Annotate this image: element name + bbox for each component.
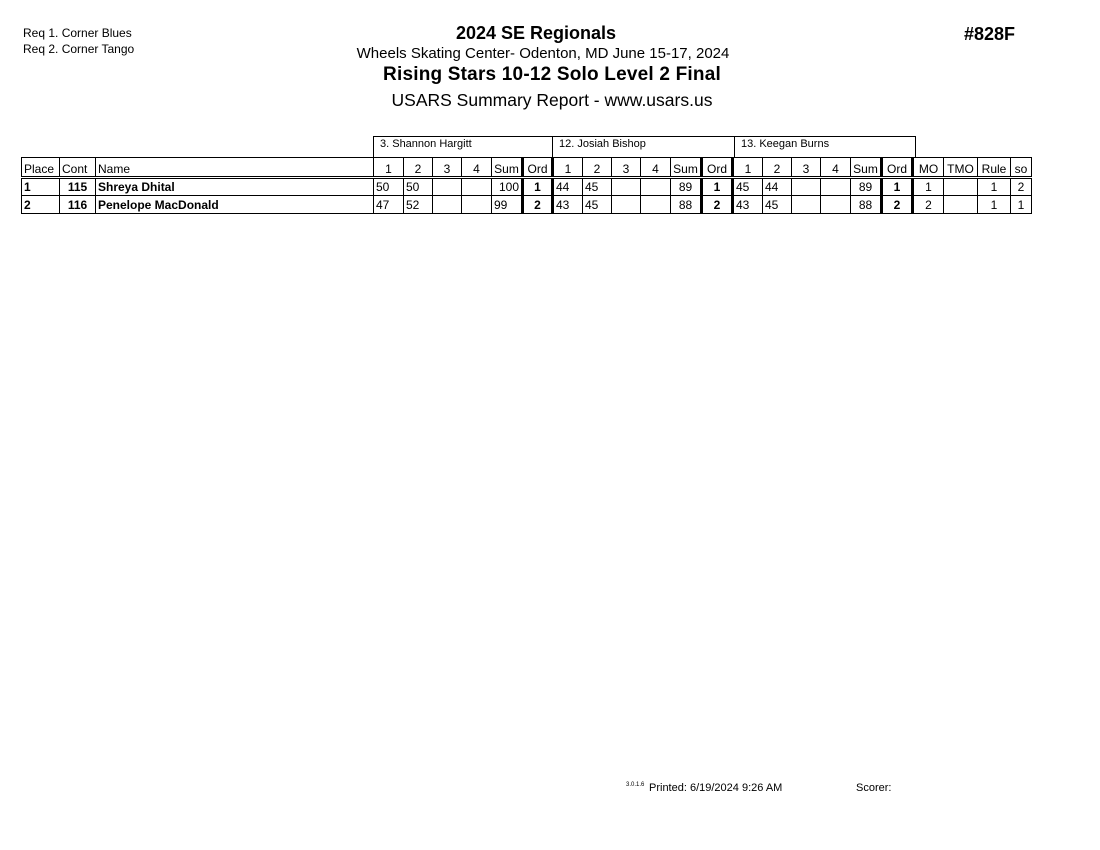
j3-score4 bbox=[821, 196, 851, 214]
skater-name: Shreya Dhital bbox=[96, 178, 374, 196]
place: 2 bbox=[22, 196, 60, 214]
rule: 1 bbox=[978, 178, 1011, 196]
col-cont: Cont bbox=[60, 158, 96, 178]
j2-score4 bbox=[641, 196, 671, 214]
col-j2-score1: 1 bbox=[553, 158, 583, 178]
j1-score4 bbox=[462, 178, 492, 196]
j1-score2: 52 bbox=[404, 196, 433, 214]
j2-score2: 45 bbox=[583, 196, 612, 214]
table-row bbox=[22, 196, 1032, 214]
j3-score1: 45 bbox=[733, 178, 763, 196]
mo: 1 bbox=[913, 178, 944, 196]
j3-ord: 2 bbox=[882, 196, 913, 214]
j2-sum: 88 bbox=[671, 196, 702, 214]
j1-score3 bbox=[433, 196, 462, 214]
j1-score1: 50 bbox=[374, 178, 404, 196]
col-j1-score3: 3 bbox=[433, 158, 462, 178]
j3-score3 bbox=[792, 196, 821, 214]
col-place: Place bbox=[22, 158, 60, 178]
scorer-label: Scorer: bbox=[856, 782, 892, 794]
contestant-number: 116 bbox=[60, 196, 96, 214]
j1-score1: 47 bbox=[374, 196, 404, 214]
col-name: Name bbox=[96, 158, 374, 178]
col-tmo: TMO bbox=[944, 158, 978, 178]
col-j1-score2: 2 bbox=[404, 158, 433, 178]
required-element-1: Req 1. Corner Blues bbox=[23, 26, 132, 40]
printed-timestamp: Printed: 6/19/2024 9:26 AM bbox=[649, 782, 783, 794]
j3-sum: 88 bbox=[851, 196, 882, 214]
col-j3-score2: 2 bbox=[763, 158, 792, 178]
judge-header-3: 13. Keegan Burns bbox=[734, 136, 916, 157]
judge-header-2: 12. Josiah Bishop bbox=[552, 136, 735, 157]
mo: 2 bbox=[913, 196, 944, 214]
j1-score4 bbox=[462, 196, 492, 214]
col-so: so bbox=[1011, 158, 1032, 178]
event-title: 2024 SE Regionals bbox=[455, 23, 617, 43]
j3-score2: 44 bbox=[763, 178, 792, 196]
j2-score3 bbox=[612, 178, 641, 196]
j1-sum: 99 bbox=[492, 196, 523, 214]
col-j2-sum: Sum bbox=[671, 158, 702, 178]
col-j3-ord: Ord bbox=[882, 158, 913, 178]
contestant-number: 115 bbox=[60, 178, 96, 196]
event-code: #828F bbox=[964, 24, 1016, 44]
j3-score1: 43 bbox=[733, 196, 763, 214]
col-j3-score3: 3 bbox=[792, 158, 821, 178]
j3-score2: 45 bbox=[763, 196, 792, 214]
j2-score1: 44 bbox=[553, 178, 583, 196]
table-header-row bbox=[22, 158, 1032, 178]
results-table bbox=[21, 157, 1032, 214]
col-mo: MO bbox=[913, 158, 944, 178]
j3-ord: 1 bbox=[882, 178, 913, 196]
event-name: Rising Stars 10-12 Solo Level 2 Final bbox=[383, 64, 721, 85]
rule: 1 bbox=[978, 196, 1011, 214]
j2-score3 bbox=[612, 196, 641, 214]
col-j2-score3: 3 bbox=[612, 158, 641, 178]
tmo bbox=[944, 178, 978, 196]
j3-sum: 89 bbox=[851, 178, 882, 196]
col-j2-score4: 4 bbox=[641, 158, 671, 178]
tmo bbox=[944, 196, 978, 214]
required-element-2: Req 2. Corner Tango bbox=[23, 42, 135, 56]
so: 1 bbox=[1011, 196, 1032, 214]
j2-score4 bbox=[641, 178, 671, 196]
col-j3-score4: 4 bbox=[821, 158, 851, 178]
col-j3-score1: 1 bbox=[733, 158, 763, 178]
j2-sum: 89 bbox=[671, 178, 702, 196]
j2-score1: 43 bbox=[553, 196, 583, 214]
j1-score2: 50 bbox=[404, 178, 433, 196]
so: 2 bbox=[1011, 178, 1032, 196]
col-j1-ord: Ord bbox=[523, 158, 553, 178]
table-row bbox=[22, 178, 1032, 196]
j1-sum: 100 bbox=[492, 178, 523, 196]
j3-score3 bbox=[792, 178, 821, 196]
col-rule: Rule bbox=[978, 158, 1011, 178]
col-j1-score1: 1 bbox=[374, 158, 404, 178]
skater-name: Penelope MacDonald bbox=[96, 196, 374, 214]
j1-score3 bbox=[433, 178, 462, 196]
software-version: 3.0.1.6 bbox=[626, 782, 645, 788]
col-j1-sum: Sum bbox=[492, 158, 523, 178]
col-j2-ord: Ord bbox=[702, 158, 733, 178]
judge-header-1: 3. Shannon Hargitt bbox=[373, 136, 553, 157]
j3-score4 bbox=[821, 178, 851, 196]
venue-and-dates: Wheels Skating Center- Odenton, MD June 15-17, 2024 bbox=[356, 45, 730, 62]
j1-ord: 2 bbox=[523, 196, 553, 214]
col-j2-score2: 2 bbox=[583, 158, 612, 178]
col-j1-score4: 4 bbox=[462, 158, 492, 178]
j2-ord: 2 bbox=[702, 196, 733, 214]
col-j3-sum: Sum bbox=[851, 158, 882, 178]
j2-score2: 45 bbox=[583, 178, 612, 196]
place: 1 bbox=[22, 178, 60, 196]
report-name: USARS Summary Report - www.usars.us bbox=[391, 90, 713, 110]
j2-ord: 1 bbox=[702, 178, 733, 196]
j1-ord: 1 bbox=[523, 178, 553, 196]
